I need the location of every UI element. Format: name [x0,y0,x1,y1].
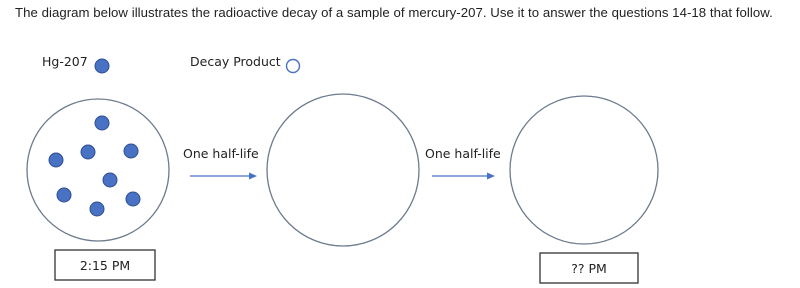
hg207-atom [90,202,104,216]
time-label-1: 2:15 PM [79,258,131,273]
stage-2 [267,94,419,246]
hg207-atom [95,116,109,130]
transition-2 [425,146,501,180]
legend-decay-product-label: Decay Product [190,54,281,69]
sample-circle-2 [267,94,419,246]
time-box-3 [540,253,638,283]
legend [42,54,300,73]
arrow-head-2-icon [487,173,495,180]
half-life-label-1: One half-life [183,146,259,161]
legend-decay-product-icon [287,60,300,73]
legend-hg207-label: Hg-207 [42,54,88,69]
hg207-atom [126,192,140,206]
hg207-atom [103,173,117,187]
intro-text: The diagram below illustrates the radioactive decay of a sample of mercury-207. Use it to answer the questions 14-18 that follow. [15,5,773,20]
transition-1 [183,146,259,180]
sample-circle-3 [510,96,658,244]
hg207-atom [49,153,63,167]
time-label-3: ?? PM [571,261,607,276]
time-box-1 [55,250,155,280]
hg207-atom [57,188,71,202]
hg207-atom [81,145,95,159]
arrow-head-1-icon [249,173,257,180]
half-life-label-2: One half-life [425,146,501,161]
legend-hg207-atom-icon [95,59,109,73]
hg207-atom [124,144,138,158]
stage-3 [510,96,658,283]
stage-1 [27,99,169,280]
